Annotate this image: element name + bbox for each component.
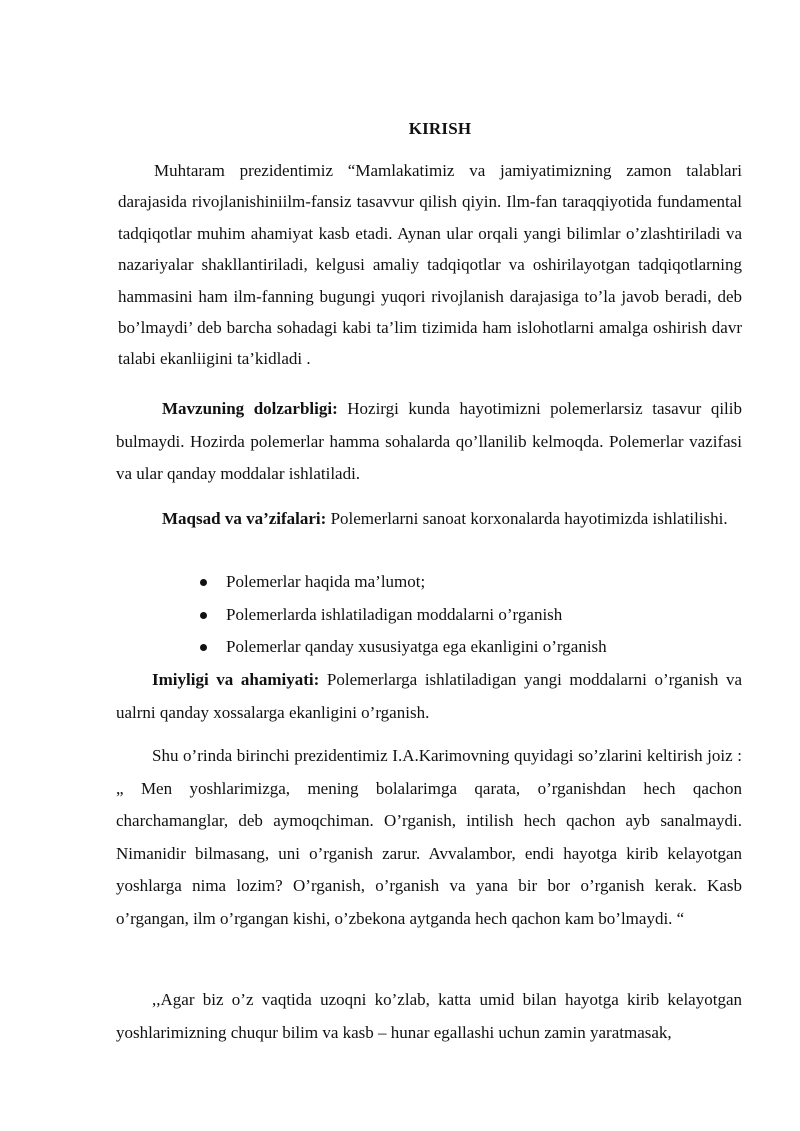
significance-label: Imiyligi va ahamiyati: [152,670,320,689]
goals-text: Polemerlarni sanoat korxonalarda hayotimizda ishlatilishi. [330,509,728,528]
goals-list [200,566,607,664]
intro-paragraph: Muhtaram prezidentimiz “Mamlakatimiz va jamiyatimizning zamon talablari darajasida rivojlanishiniilm-fansiz tasavvur qilish qiyin. Ilm-fan taraqqiyotida fundamental tadqiqotlar muhim ahamiyat kasb etadi. Aynan ular orqali yangi bilimlar o’zlashtiriladi va nazariyalar shakllantiriladi, kelgusi amaliy tadqiqotlar va oshirilayotgan tadqiqotlarning hammasini ham ilm-fanning bugungi yuqori rivojlanish darajasiga to’la javob beradi, deb bo’lmaydi’ deb barcha sohadagi kabi ta’lim tizimida ham islohotlarni amalga oshirish davr talabi ekanliigini ta’kidladi . [118,161,742,369]
significance-paragraph [116,664,742,729]
relevance-label: Mavzuning dolzarbligi: [162,399,338,418]
bullet-icon [200,612,207,619]
list-item: Polemerlarda ishlatiladigan moddalarni o’rganish [200,599,607,632]
page-title: KIRISH [408,119,472,138]
list-item: Polemerlar haqida ma’lumot; [200,566,607,599]
list-item: Polemerlar qanday xususiyatga ega ekanligini o’rganish [200,631,607,664]
significance-text: Polemerlarga ishlatiladigan yangi moddalarni o’rganish va ualrni qanday xossalarga ekanligini o’rganish. [116,670,743,722]
bullet-icon [200,579,207,586]
quote-paragraph: Shu o’rinda birinchi prezidentimiz I.A.Karimovning quyidagi so’zlarini keltirish joiz : „ Men yoshlarimizga, mening bolalarimga qarata, o’rganishdan hech qachon charchamanglar, deb aymoqchiman. O’rganish, intilish hech qachon ayb sanalmaydi. Nimanidir bilmasang, uni o’rganish zarur. Avvalambor, endi hayotga kirib kelayotgan yoshlarga nima lozim? O’rganish, o’rganish va yana bir bor o’rganish kerak. Kasb o’rgangan, ilm o’rgangan kishi, o’zbekona aytganda hech qachon kam bo’lmaydi. “ [116,746,742,928]
goals-paragraph [116,503,742,536]
relevance-paragraph [116,393,742,491]
relevance-text: Hozirgi kunda hayotimizni polemerlarsiz tasavur qilib bulmaydi. Hozirda polemerlar hamma sohalarda qo’llanilib kelmoqda. Polemerlar vazifasi va ular qanday moddalar ishlatiladi. [116,399,742,483]
goals-label: Maqsad va va’zifalari: [162,509,327,528]
bullet-icon [200,644,207,651]
closing-paragraph: ,,Agar biz o’z vaqtida uzoqni ko’zlab, katta umid bilan hayotga kirib kelayotgan yoshlarimizning chuqur bilim va kasb – hunar egallashi uchun zamin yaratmasak, [116,990,742,1042]
